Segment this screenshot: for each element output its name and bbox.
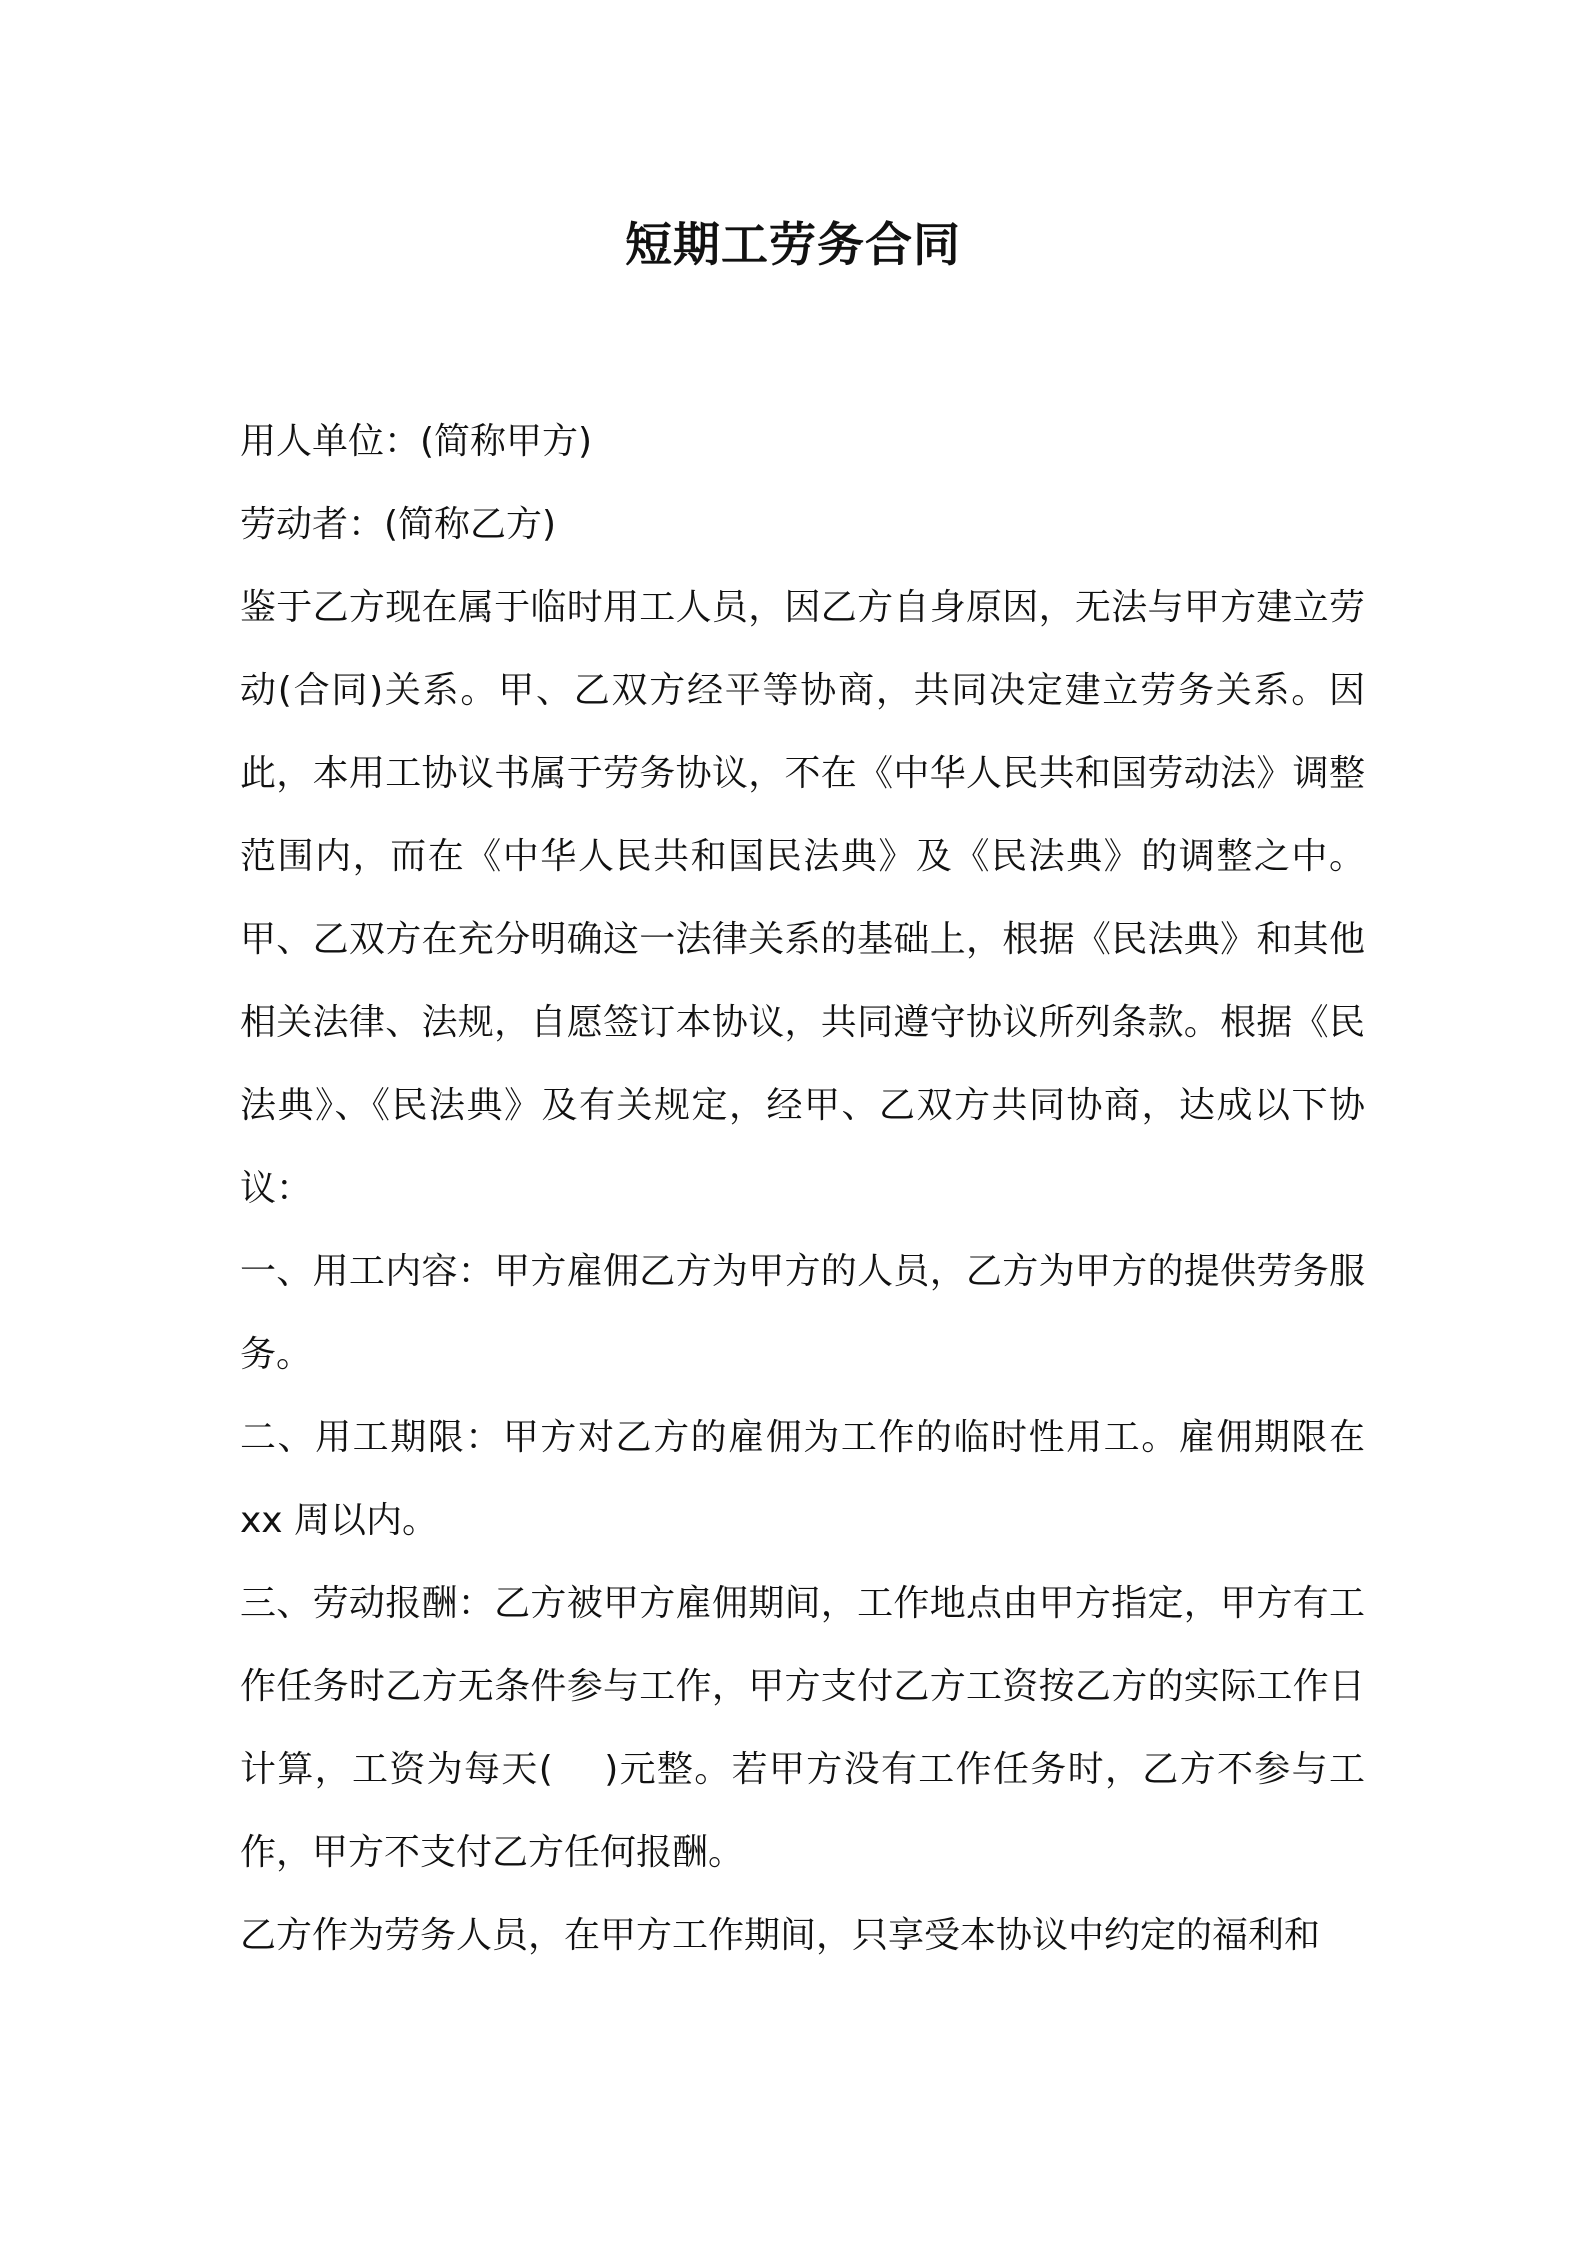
party-a-line: 用人单位：(简称甲方) (240, 421, 593, 462)
benefits-paragraph: 乙方作为劳务人员，在甲方工作期间，只享受本协议中约定的福利和 (240, 1915, 1321, 1956)
preamble-paragraph: 鉴于乙方现在属于临时用工人员，因乙方自身原因，无法与甲方建立劳动(合同)关系。甲、乙双方经平等协商，共同决定建立劳务关系。因此，本用工协议书属于劳务协议，不在《中华人民共和国劳动法》调整范围内，而在《中华人民共和国民法典》及《民法典》的调整之中。甲、乙双方在充分明确这一法律关系的基础上，根据《民法典》和其他相关法律、法规，自愿签订本协议，共同遵守协议所列条款。根据《民法典》、《民法典》及有关规定，经甲、乙双方共同协商，达成以下协议： (240, 587, 1365, 1209)
clause-3-paragraph: 三、劳动报酬：乙方被甲方雇佣期间，工作地点由甲方指定，甲方有工作任务时乙方无条件参与工作，甲方支付乙方工资按乙方的实际工作日计算，工资为每天( )元整。若甲方没有工作任务时，乙方不参与工作，甲方不支付乙方任何报酬。 (240, 1583, 1365, 1873)
clause-1-paragraph: 一、用工内容：甲方雇佣乙方为甲方的人员，乙方为甲方的提供劳务服务。 (240, 1251, 1365, 1375)
party-b-line: 劳动者：(简称乙方) (240, 504, 557, 545)
document-body (240, 400, 1365, 1977)
document-title: 短期工劳务合同 (625, 218, 961, 273)
clause-2-paragraph: 二、用工期限：甲方对乙方的雇佣为工作的临时性用工。雇佣期限在 xx 周以内。 (240, 1417, 1365, 1541)
